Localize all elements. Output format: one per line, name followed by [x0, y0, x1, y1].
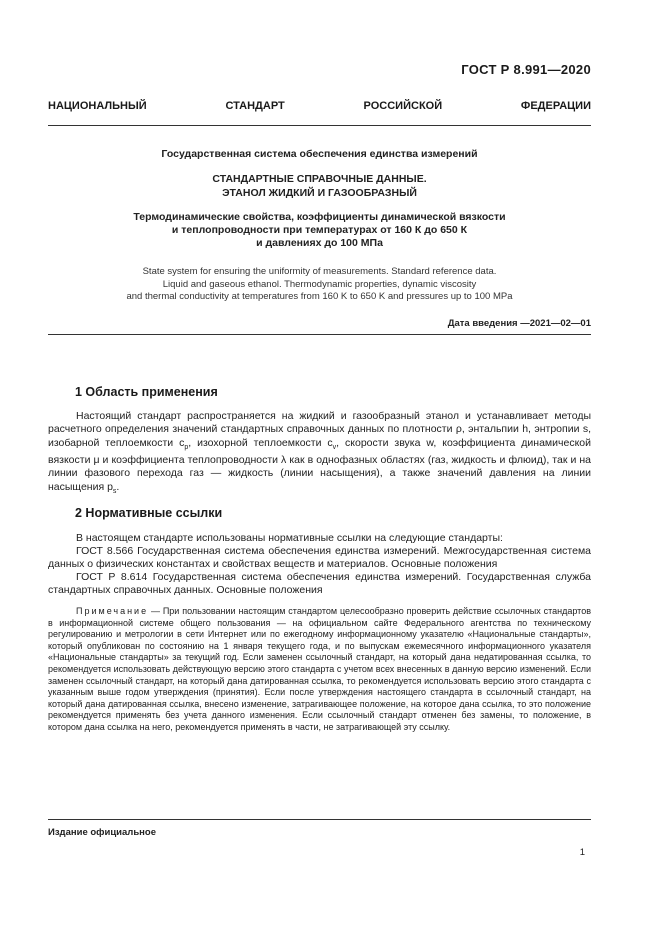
reference-gost-r-8-614: ГОСТ Р 8.614 Государственная система обеспечения единства измерений. Государственная служба стандартных справочных данных. Основные положения — [48, 571, 591, 597]
english-line-2: Liquid and gaseous ethanol. Thermodynamic properties, dynamic viscosity — [162, 278, 477, 290]
page-number: 1 — [579, 847, 585, 858]
subtitle-line-1: Термодинамические свойства, коэффициенты динамической вязкости — [133, 211, 506, 223]
subtitle-line-3: и давлениях до 100 МПа — [256, 237, 383, 249]
note-block — [48, 606, 591, 734]
gost-number: ГОСТ Р 8.991—2020 — [461, 62, 591, 77]
english-line-3: and thermal conductivity at temperatures from 160 K to 650 K and pressures up to 100 MPa — [126, 291, 513, 302]
title-line-2: ЭТАНОЛ ЖИДКИЙ И ГАЗООБРАЗНЫЙ — [222, 187, 417, 199]
subtitle-line-2: и теплопроводности при температурах от 160 К до 650 К — [171, 224, 468, 236]
note-label: Примечание — [76, 606, 149, 616]
section-1-heading: 1 Область применения — [75, 385, 218, 399]
reference-gost-8-566: ГОСТ 8.566 Государственная система обеспечения единства измерений. Межгосударственная система данных о физических константах и свойствах веществ и материалов. Основные положения — [48, 545, 591, 571]
note-text: — При пользовании настоящим стандартом целесообразно проверить действие ссылочных стандартов в информационной системе общего пользования — на официальном сайте Федерального агентства по техническому регулированию и метрологии в сети Интернет или по ежегодному информационному указателю «Национальные стандарты», который опубликован по состоянию на 1 января текущего года, и по выпускам ежемесячного информационного указателя «Национальные стандарты» за текущий год. Если заменен ссылочный стандарт, на который дана недатированная ссылка, то рекомендуется использовать действующую версию этого стандарта с учетом всех внесенных в данную версию изменений. Если заменен ссылочный стандарт, на который дана датированная ссылка, то рекомендуется использовать версию этого стандарта с указанным выше годом утверждения (принятия). Если после утверждения настоящего стандарта в ссылочный стандарт, на который дана датированная ссылка, внесено изменение, затрагивающее положение, на которое дана ссылка, то это положение рекомендуется применять без учета данного изменения. Если ссылочный стандарт отменен без замены, то положение, в котором дана ссылка на него, рекомендуется применять в части, не затрагивающей эту ссылку. — [48, 606, 591, 732]
title-line-1: СТАНДАРТНЫЕ СПРАВОЧНЫЕ ДАННЫЕ. — [212, 173, 427, 185]
section-2-heading: 2 Нормативные ссылки — [75, 506, 223, 520]
document-subtitle — [48, 211, 591, 250]
national-standard-banner: НАЦИОНАЛЬНЫЙ СТАНДАРТ РОССИЙСКОЙ ФЕДЕРАЦИИ — [48, 100, 591, 112]
section-1-paragraph: Настоящий стандарт распространяется на жидкий и газообразный этанол и устанавливает методы расчетного определения значений стандартных справочных данных по плотности ρ, энтальпии h, энтропии s, изобарной теплоемкости $c_p$, изохорной теплоемкости $c_v$, скорости звука w, коэффициента динамической вязкости μ и коэффициента теплопроводности λ как в однофазных областях (газ, жидкость и флюид), так и на линии фазового перехода газ — жидкость (линии насыщения), а также значений давления на линии насыщения $p_s$. — [48, 410, 591, 495]
intro-divider — [48, 334, 591, 335]
introduction-date: Дата введения —2021—02—01 — [447, 318, 591, 329]
english-title — [48, 266, 591, 304]
section-2-intro: В настоящем стандарте использованы нормативные ссылки на следующие стандарты: — [76, 532, 503, 544]
footer-divider — [48, 819, 591, 820]
top-divider — [48, 125, 591, 126]
document-title — [48, 172, 591, 200]
english-line-1: State system for ensuring the uniformity of measurements. Standard reference data. — [142, 266, 497, 277]
system-title: Государственная система обеспечения единства измерений — [161, 148, 478, 160]
official-edition-label: Издание официальное — [48, 827, 156, 838]
